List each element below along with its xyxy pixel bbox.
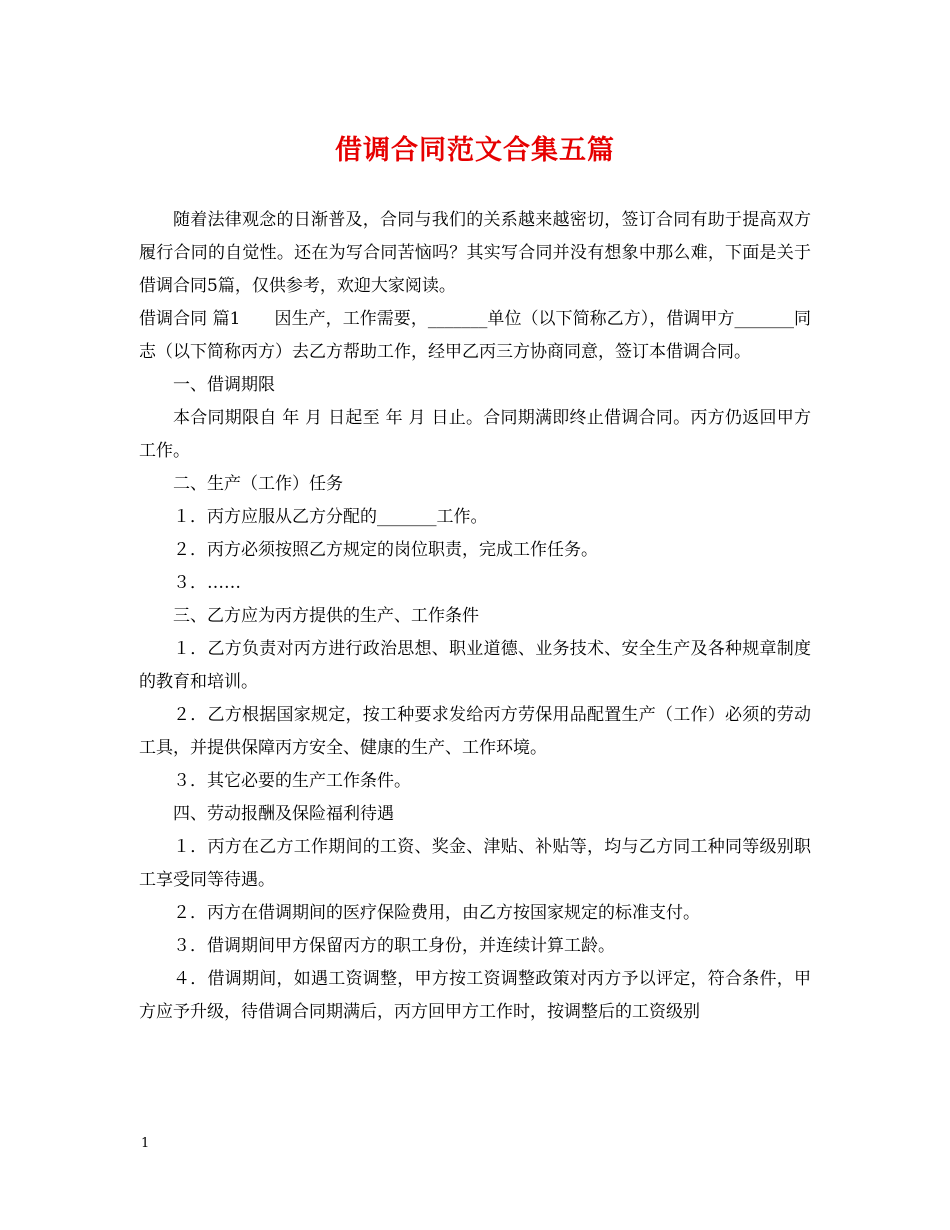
document-body (139, 204, 811, 1029)
conditions-item-1: １．乙方负责对丙方进行政治思想、职业道德、业务技术、安全生产及各种规章制度的教育和培训。 (139, 639, 811, 692)
conditions-item-2: ２．乙方根据国家规定，按工种要求发给丙方劳保用品配置生产（工作）必须的劳动工具，并提供保障丙方安全、健康的生产、工作环境。 (139, 705, 811, 758)
tasks-item-2: ２．丙方必须按照乙方规定的岗位职责，完成工作任务。 (173, 540, 598, 560)
intro-paragraph: 随着法律观念的日渐普及，合同与我们的关系越来越密切，签订合同有助于提高双方履行合同的自觉性。还在为写合同苦恼吗？其实写合同并没有想象中那么难，下面是关于借调合同5篇，仅供参考，欢迎大家阅读。 (139, 210, 811, 296)
tasks-item-3: ３．…… (173, 573, 241, 593)
contract-opening-paragraph: 借调合同 篇1 因生产，工作需要，_______单位（以下简称乙方），借调甲方_______同志（以下简称丙方）去乙方帮助工作，经甲乙丙三方协商同意，签订本借调合同。 (139, 309, 811, 362)
section-heading-term: 一、借调期限 (173, 375, 275, 395)
pay-item-1: １．丙方在乙方工作期间的工资、奖金、津贴、补贴等，均与乙方同工种同等级别职工享受同等待遇。 (139, 837, 811, 890)
section-heading-tasks: 二、生产（工作）任务 (173, 474, 343, 494)
page-number: 1 (141, 1136, 150, 1151)
conditions-item-3: ３．其它必要的生产工作条件。 (173, 771, 411, 791)
section-heading-pay: 四、劳动报酬及保险福利待遇 (173, 804, 394, 824)
section-heading-conditions: 三、乙方应为丙方提供的生产、工作条件 (173, 606, 479, 626)
pay-item-3: ３．借调期间甲方保留丙方的职工身份，并连续计算工龄。 (173, 936, 615, 956)
tasks-item-1: １．丙方应服从乙方分配的_______工作。 (173, 507, 488, 527)
pay-item-4: ４．借调期间，如遇工资调整，甲方按工资调整政策对丙方予以评定，符合条件，甲方应予升级，待借调合同期满后，丙方回甲方工作时，按调整后的工资级别 (139, 969, 811, 1022)
term-paragraph: 本合同期限自 年 月 日起至 年 月 日止。合同期满即终止借调合同。丙方仍返回甲方工作。 (139, 408, 811, 461)
document-title: 借调合同范文合集五篇 (335, 135, 615, 166)
pay-item-2: ２．丙方在借调期间的医疗保险费用，由乙方按国家规定的标准支付。 (173, 903, 700, 923)
